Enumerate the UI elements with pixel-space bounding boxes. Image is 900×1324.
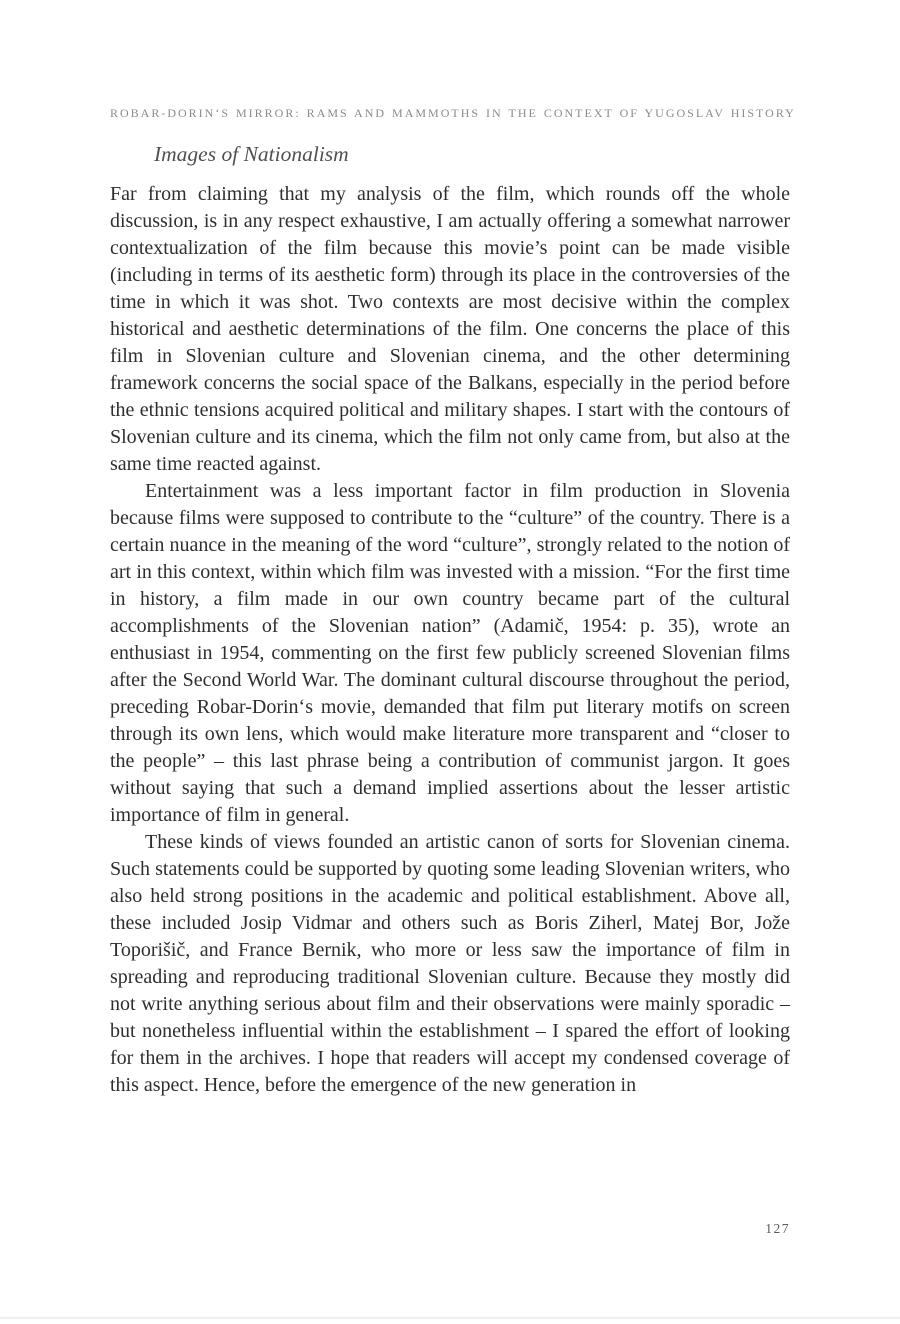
paragraph-1: Far from claiming that my analysis of the film, which rounds off the whole discussion, is in any respect exhaustive, I am actually offering a somewhat narrower contextualization of the film because this movie’s point can be made visible (including in terms of its aesthetic form) through its place in the controversies of the time in which it was shot. Two contexts are most decisive within the complex historical and aesthetic determinations of the film. One concerns the place of this film in Slovenian culture and Slovenian cinema, and the other determining framework concerns the social space of the Balkans, especially in the period before the ethnic tensions acquired political and military shapes. I start with the contours of Slovenian culture and its cinema, which the film not only came from, but also at the same time reacted against. [110, 183, 790, 475]
running-header: ROBAR-DORIN‘S MIRROR: RAMS AND MAMMOTHS IN THE CONTEXT OF YUGOSLAV HISTORY [110, 106, 796, 120]
paragraph-3: These kinds of views founded an artistic canon of sorts for Slovenian cinema. Such statements could be supported by quoting some leading Slovenian writers, who also held strong positions in the academic and political establishment. Above all, these included Josip Vidmar and others such as Boris Ziherl, Matej Bor, Jože Toporišič, and France Bernik, who more or less saw the importance of film in spreading and reproducing traditional Slovenian culture. Because they mostly did not write anything serious about film and their observations were mainly sporadic – but nonetheless influential within the establishment – I spared the effort of looking for them in the archives. I hope that readers will accept my condensed coverage of this aspect. Hence, before the emergence of the new generation in [110, 831, 790, 1096]
page-number: 127 [765, 1221, 790, 1236]
page-bottom-edge [0, 1317, 900, 1319]
paragraph-2: Entertainment was a less important factor in film production in Slovenia because films were supposed to contribute to the “culture” of the country. There is a certain nuance in the meaning of the word “culture”, strongly related to the notion of art in this context, within which film was invested with a mission. “For the first time in history, a film made in our own country became part of the cultural accomplishments of the Slovenian nation” (Adamič, 1954: p. 35), wrote an enthusiast in 1954, commenting on the first few publicly screened Slovenian films after the Second World War. The dominant cultural discourse throughout the period, preceding Robar-Dorin‘s movie, demanded that film put literary motifs on screen through its own lens, which would make literature more transparent and “closer to the people” – this last phrase being a contribution of communist jargon. It goes without saying that such a demand implied assertions about the lesser artistic importance of film in general. [110, 480, 790, 826]
section-heading: Images of Nationalism [154, 142, 349, 166]
body-text [110, 181, 790, 1099]
